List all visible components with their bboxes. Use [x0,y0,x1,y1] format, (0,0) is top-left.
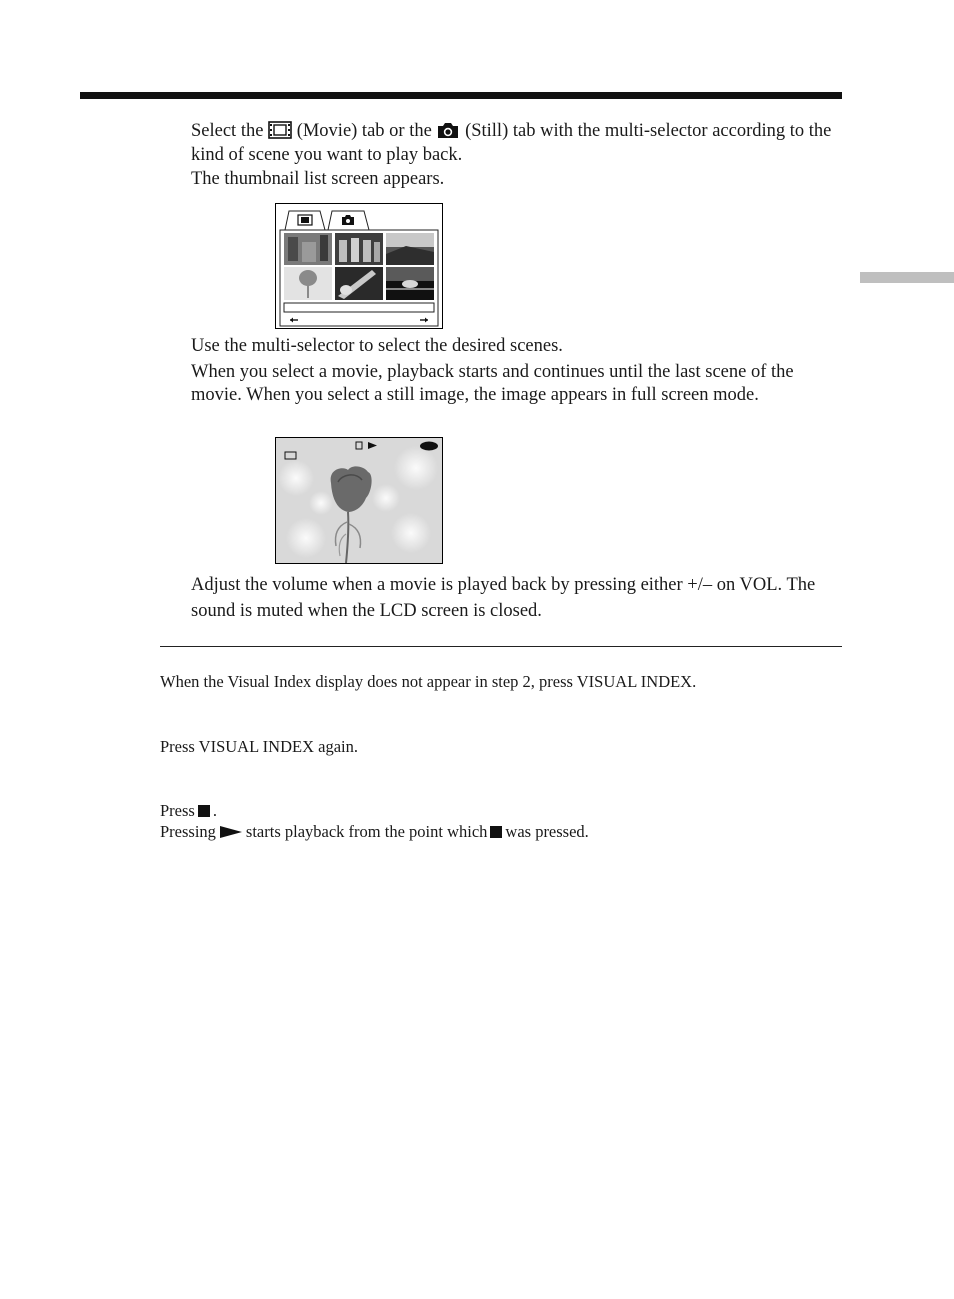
note-press-stop: Press . [160,801,217,820]
thumbnail-list-screen [275,203,443,329]
note-press-visual-index: Press VISUAL INDEX again. [160,737,358,756]
play-icon [220,826,242,838]
step-2-instruction: Use the multi-selector to select the desired scenes. [191,336,563,356]
section-tab-marker [860,272,954,283]
step-2-result: When you select a movie, playback starts and continues until the last scene of the movie. When you select a still image, the image appears in full screen mode. [191,362,794,405]
rose-playback-illustration [276,438,442,563]
thumbnail-list-illustration [276,204,442,328]
step-3-instruction: Adjust the volume when a movie is played back by pressing either +/– on VOL. The sound is muted when the LCD screen is closed. [191,575,816,621]
top-rule [80,92,842,99]
step-3 [191,572,841,624]
step-1 [191,119,841,191]
stop-icon [198,805,210,817]
note-visual-index: When the Visual Index display does not appear in step 2, press VISUAL INDEX. [160,672,697,691]
step-1-instruction: Select the (Movie) tab or the (Still) tab with the multi-selector according to the kind of scene you want to play back. [191,121,832,165]
playback-screen [275,437,443,564]
step-1-result: The thumbnail list screen appears. [191,169,445,189]
section-divider [160,646,842,647]
camera-icon [436,121,460,139]
note-play-resume: Pressing starts playback from the point which was pressed. [160,822,589,841]
step-2 [191,335,841,407]
stop-icon [490,826,502,838]
film-icon [268,121,292,139]
